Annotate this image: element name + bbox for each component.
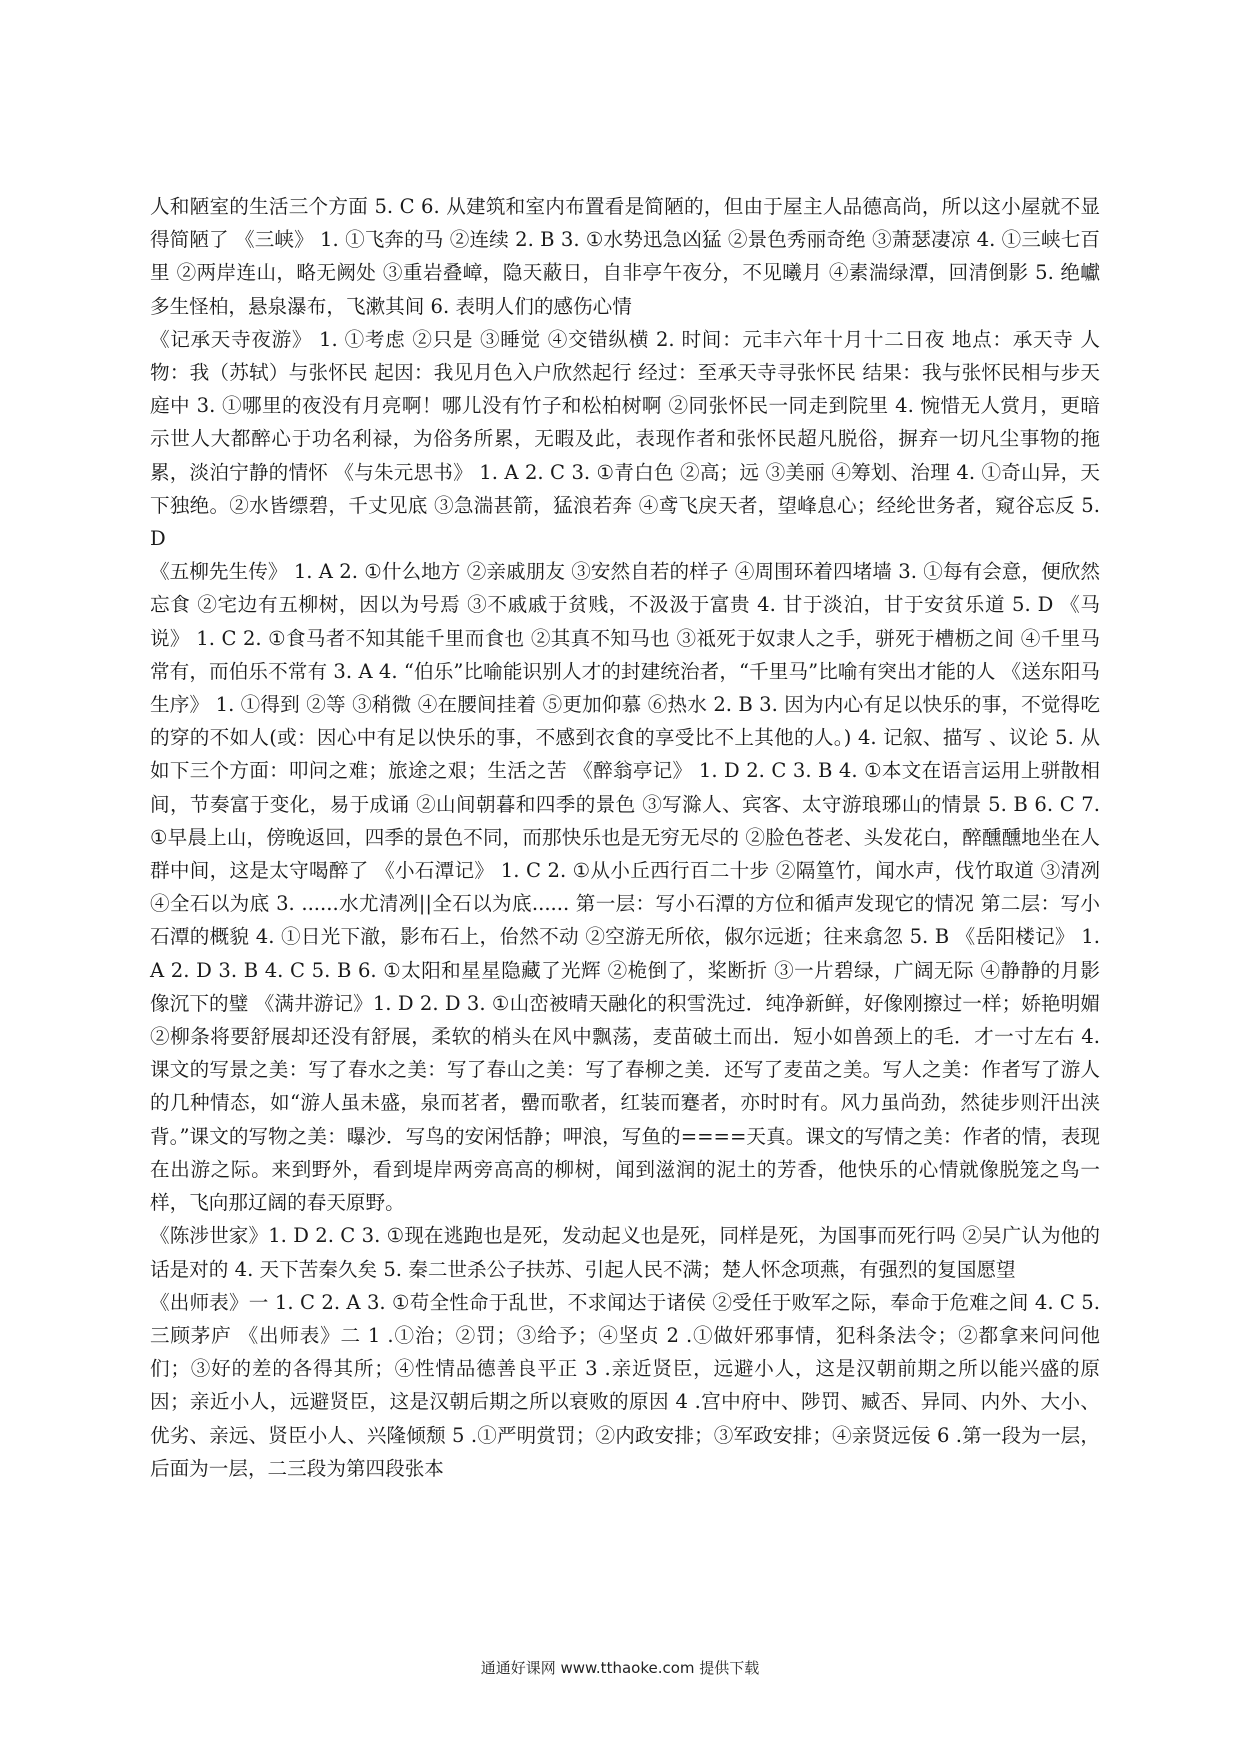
paragraph-3: 《五柳先生传》 1. A 2. ①什么地方 ②亲戚朋友 ③安然自若的样子 ④周围环着四堵墙 3. ①每有会意，便欣然忘食 ②宅边有五柳树，因以为号焉 ③不戚戚于贫贱，不汲汲于富贵 4. 甘于淡泊，甘于安贫乐道 5. D 《马说》 1. C 2. ①食马者不知其能千里而食也 ②其真不知马也 ③祗死于奴隶人之手，骈死于槽枥之间 ④千里马常有，而伯乐不常有 3. A 4. “伯乐”比喻能识别人才的封建统治者，“千里马”比喻有突出才能的人 《送东阳马生序》 1. ①得到 ②等 ③稍微 ④在腰间挂着 ⑤更加仰慕 ⑥热水 2. B 3. 因为内心有足以快乐的事，不觉得吃的穿的不如人(或：因心中有足以快乐的事，不感到衣食的享受比不上其他的人。) 4. 记叙、描写 、议论 5. 从如下三个方面：叩问之难；旅途之艰；生活之苦 《醉翁亭记》 1. D 2. C 3. B 4. ①本文在语言运用上骈散相间，节奏富于变化，易于成诵 ②山间朝暮和四季的景色 ③写滁人、宾客、太守游琅琊山的情景 5. B 6. C 7. ①早晨上山，傍晚返回，四季的景色不同，而那快乐也是无穷无尽的 ②脸色苍老、头发花白，醉醺醺地坐在人群中间，这是太守喝醉了 《小石潭记》 1. C 2. ①从小丘西行百二十步 ②隔篁竹，闻水声，伐竹取道 ③清冽 ④全石以为底 3. ......水尤清冽||全石以为底...... 第一层：写小石潭的方位和循声发现它的情况 第二层：写小石潭的概貌 4. ①日光下澈，影布石上，佁然不动 ②空游无所依，俶尔远逝；往来翕忽 5. B 《岳阳楼记》 1. A 2. D 3. B 4. C 5. B 6. ①太阳和星星隐藏了光辉 ②桅倒了，桨断折 ③一片碧绿，广阔无际 ④静静的月影像沉下的璧 《满井游记》1. D 2. D 3. ①山峦被晴天融化的积雪洗过．纯净新鲜，好像刚擦过一样；娇艳明媚 ②柳条将要舒展却还没有舒展，柔软的梢头在风中飘荡，麦苗破土而出．短小如兽颈上的毛．才一寸左右 4. 课文的写景之美：写了春水之美：写了春山之美：写了春柳之美．还写了麦苗之美。写人之美：作者写了游人的几种情态，如“游人虽未盛，泉而茗者，罍而歌者，红装而蹇者，亦时时有。风力虽尚劲，然徒步则汗出浃背。”课文的写物之美：曝沙．写鸟的安闲恬静；呷浪，写鱼的====天真。课文的写情之美：作者的情，表现在出游之际。来到野外，看到堤岸两旁高高的柳树，闻到滋润的泥土的芳香，他快乐的心情就像脱笼之鸟一样，飞向那辽阔的春天原野。 — [150, 560, 1100, 1215]
paragraph-4: 《陈涉世家》1. D 2. C 3. ①现在逃跑也是死，发动起义也是死，同样是死，为国事而死行吗 ②吴广认为他的话是对的 4. 天下苦秦久矣 5. 秦二世杀公子扶苏、引起人民不满；楚人怀念项燕，有强烈的复国愿望 — [150, 1224, 1100, 1281]
page-footer: 通通好课网 www.tthaoke.com 提供下载 — [480, 1659, 760, 1677]
paragraph-2: 《记承天寺夜游》 1. ①考虑 ②只是 ③睡觉 ④交错纵横 2. 时间：元丰六年十月十二日夜 地点：承天寺 人物：我（苏轼）与张怀民 起因：我见月色入户欣然起行 经过：至承天寺寻张怀民 结果：我与张怀民相与步天庭中 3. ①哪里的夜没有月亮啊！哪儿没有竹子和松柏树啊 ②同张怀民一同走到院里 4. 惋惜无人赏月，更暗示世人大都醉心于功名利禄，为俗务所累，无暇及此，表现作者和张怀民超凡脱俗，摒弃一切凡尘事物的拖累，淡泊宁静的情怀 《与朱元思书》 1. A 2. C 3. ①青白色 ②高；远 ③美丽 ④筹划、治理 4. ①奇山异，天下独绝。②水皆缥碧，千丈见底 ③急湍甚箭，猛浪若奔 ④鸢飞戾天者，望峰息心；经纶世务者，窥谷忘反 5. D — [150, 327, 1100, 551]
answer-text-body — [150, 190, 1100, 1485]
paragraph-5: 《出师表》一 1. C 2. A 3. ①苟全性命于乱世，不求闻达于诸侯 ②受任于败军之际，奉命于危难之间 4. C 5. 三顾茅庐 《出师表》二 1 .①治；②罚；③给予；④坚贞 2 .①做奸邪事情，犯科条法令；②都拿来问问他们；③好的差的各得其所；④性情品德善良平正 3 .亲近贤臣，远避小人，这是汉朝前期之所以能兴盛的原因；亲近小人，远避贤臣，这是汉朝后期之所以衰败的原因 4 .宫中府中、陟罚、臧否、异同、内外、大小、优劣、亲远、贤臣小人、兴隆倾颓 5 .①严明赏罚；②内政安排；③军政安排；④亲贤远佞 6 .第一段为一层，后面为一层，二三段为第四段张本 — [150, 1290, 1100, 1480]
paragraph-1: 人和陋室的生活三个方面 5. C 6. 从建筑和室内布置看是简陋的，但由于屋主人品德高尚，所以这小屋就不显得简陋了 《三峡》 1. ①飞奔的马 ②连续 2. B 3. ①水势迅急凶猛 ②景色秀丽奇绝 ③萧瑟凄凉 4. ①三峡七百里 ②两岸连山，略无阙处 ③重岩叠嶂，隐天蔽日，自非亭午夜分，不见曦月 ④素湍绿潭，回清倒影 5. 绝巘多生怪柏，悬泉瀑布，飞漱其间 6. 表明人们的感伤心情 — [150, 195, 1100, 318]
